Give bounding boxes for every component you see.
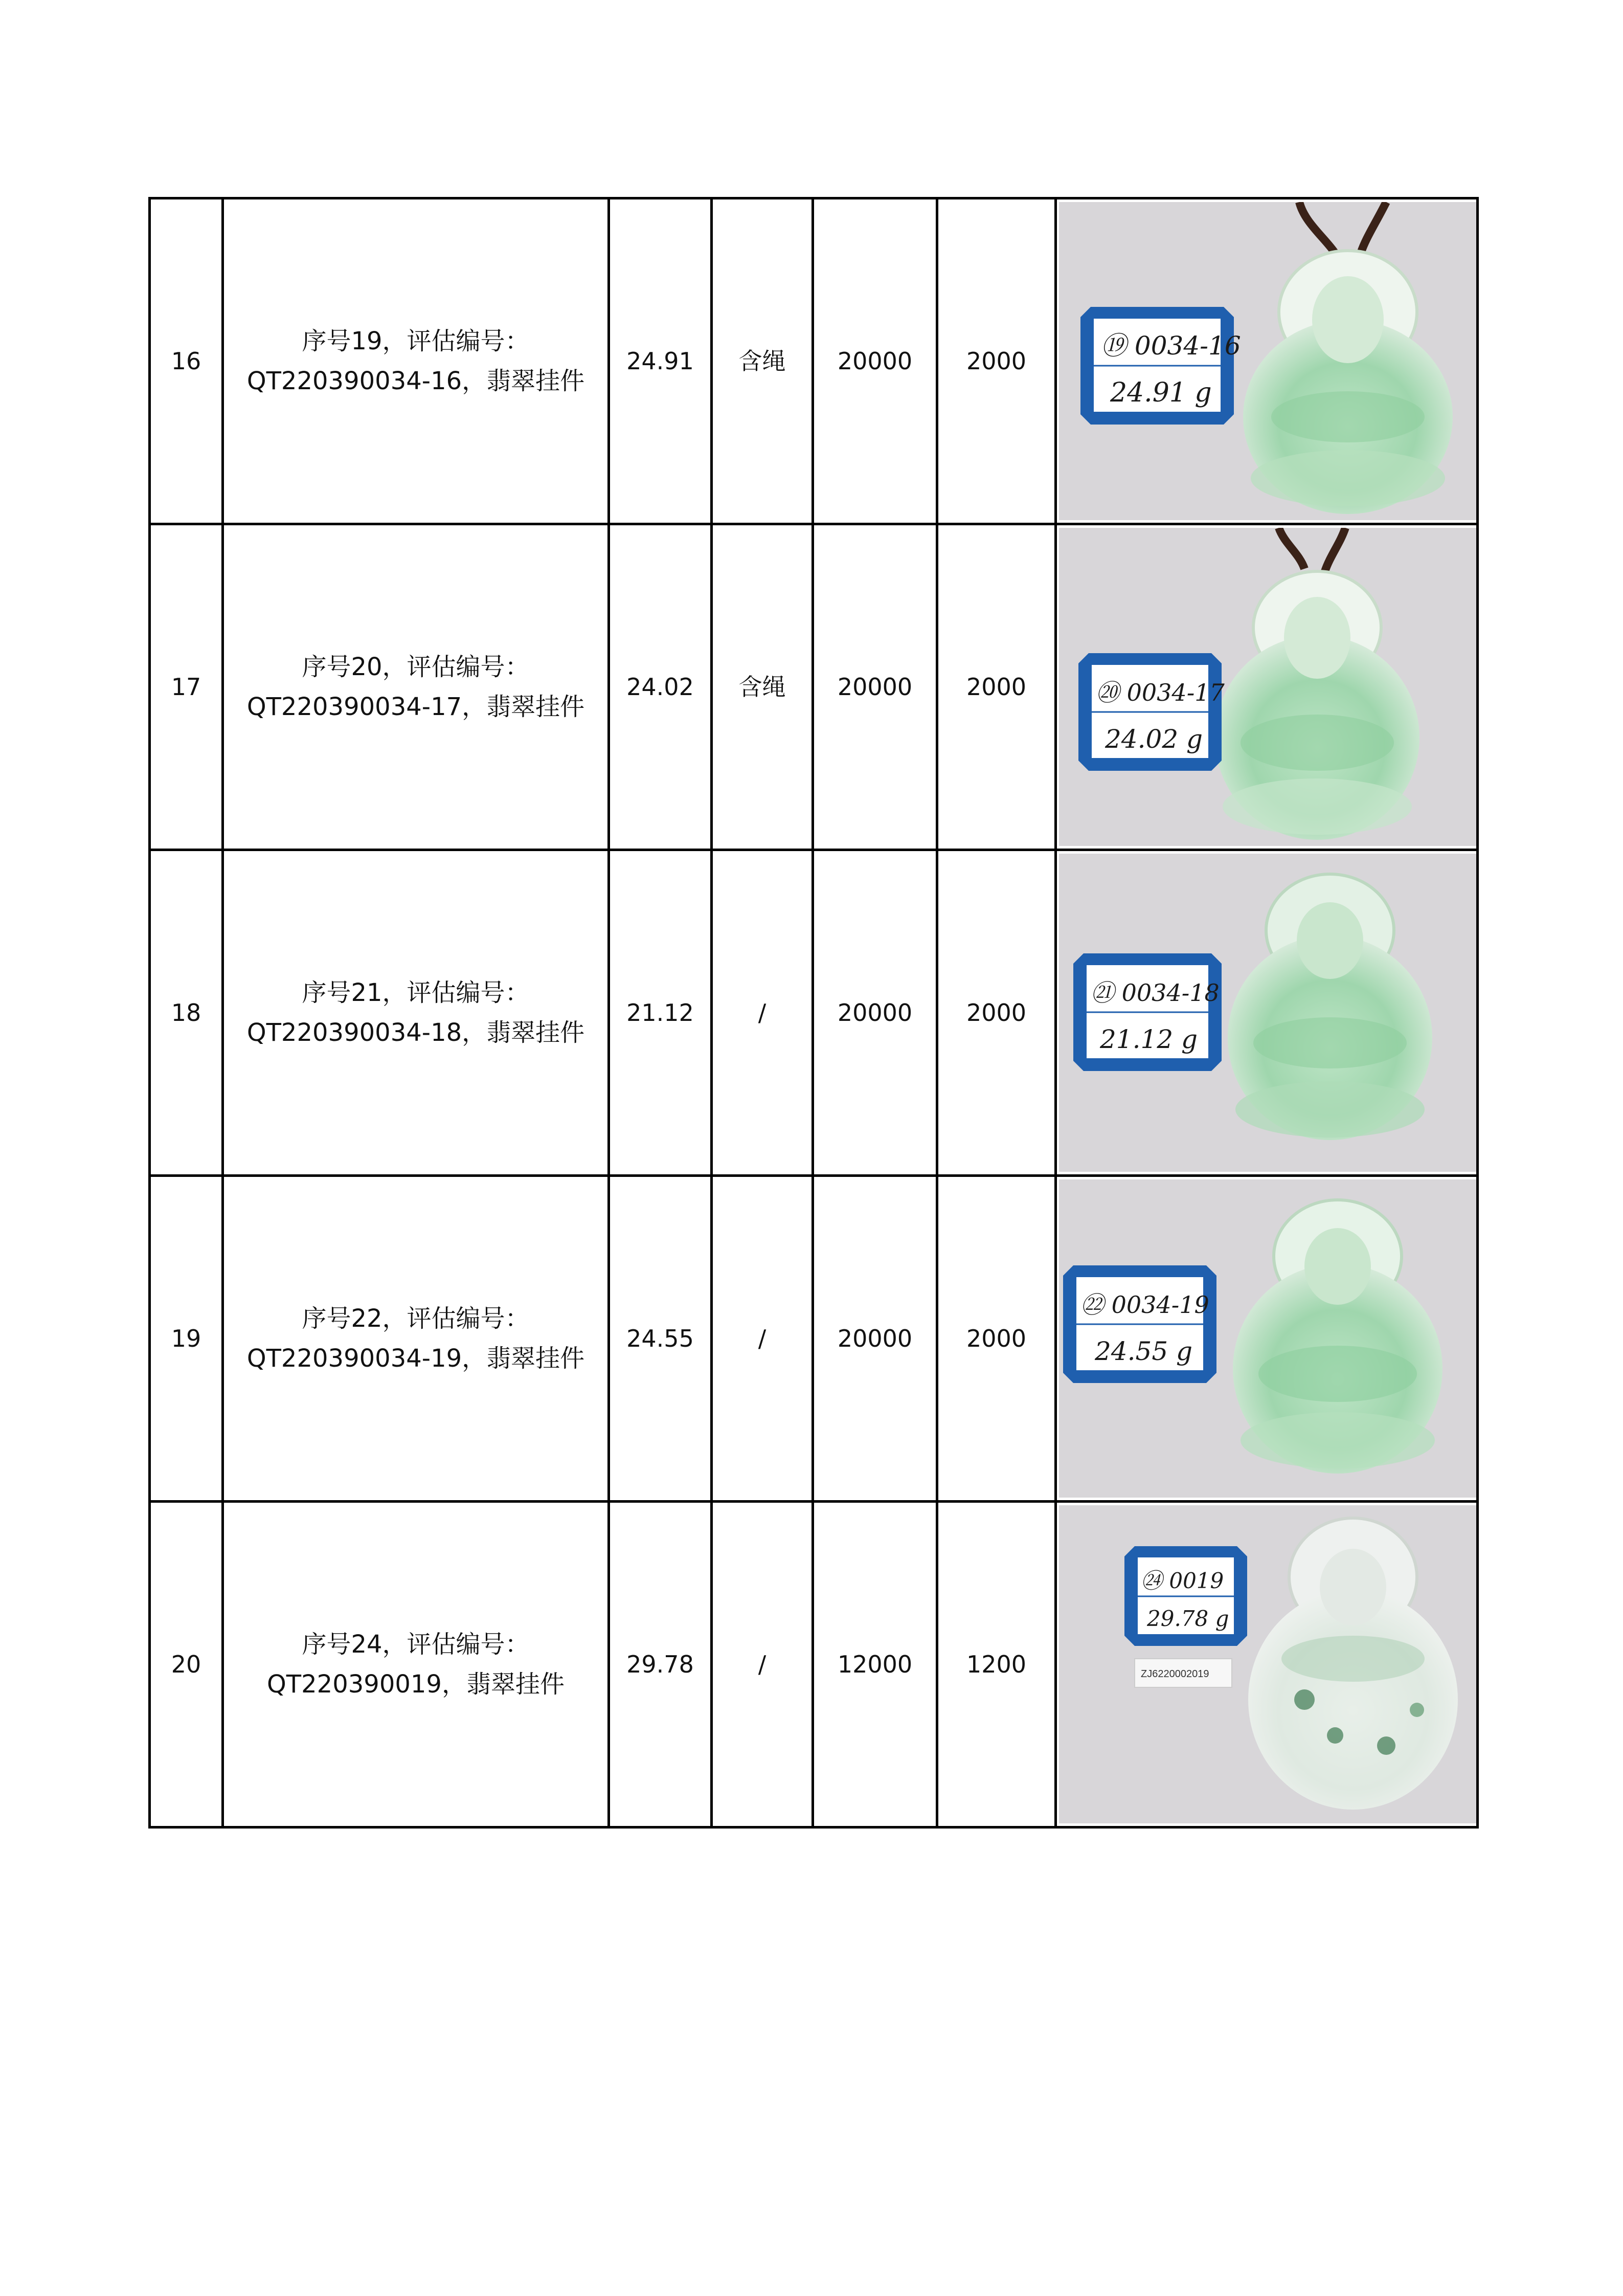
jade-pendant-photo [1059,1505,1476,1823]
item-description [223,524,609,850]
row-index: 20 [150,1502,223,1827]
item-photo-cell [1056,198,1478,524]
tag-number: ㉒ 0034-19 [1080,1291,1209,1319]
sticker-label [1135,1659,1232,1687]
tag-number: ⑳ 0034-17 [1096,679,1225,706]
tag-weight: 29.78 g [1147,1606,1229,1631]
item-photo-cell [1056,1176,1478,1502]
value-cell-2: 1200 [937,1502,1056,1827]
tag-number: ㉔ 0019 [1141,1568,1224,1593]
jade-pendant-photo [1059,854,1476,1172]
item-description [223,1176,609,1502]
row-index: 17 [150,524,223,850]
table-row [150,198,1478,524]
price-tag [1063,1265,1216,1383]
tag-weight: 21.12 g [1100,1024,1198,1054]
description-line-1: 序号20，评估编号： [302,653,530,681]
description-line-2: QT220390034-16，翡翠挂件 [246,367,585,395]
note-cell: 含绳 [712,198,813,524]
value-cell: 20000 [813,524,937,850]
value-cell-2: 2000 [937,198,1056,524]
sticker-code: ZJ6220002019 [1141,1668,1209,1680]
price-tag [1078,653,1225,771]
tag-weight: 24.55 g [1095,1336,1193,1366]
jade-pendant-photo [1059,528,1476,846]
tag-number: ⑲ 0034-16 [1101,331,1241,361]
description-line-2: QT220390034-19，翡翠挂件 [246,1344,585,1373]
tag-weight: 24.91 g [1110,377,1212,408]
item-description [223,850,609,1176]
description-line-2: QT220390019，翡翠挂件 [267,1670,565,1699]
value-cell-2: 2000 [937,1176,1056,1502]
item-photo-cell [1056,524,1478,850]
description-line-1: 序号22，评估编号： [302,1304,530,1333]
row-index: 18 [150,850,223,1176]
table-row [150,524,1478,850]
value-cell: 12000 [813,1502,937,1827]
item-table [148,197,1479,1829]
note-cell: / [712,850,813,1176]
value-cell-2: 2000 [937,524,1056,850]
price-tag [1124,1546,1247,1646]
value-cell: 20000 [813,1176,937,1502]
value-cell: 20000 [813,850,937,1176]
weight-cell: 24.91 [609,198,712,524]
weight-cell: 29.78 [609,1502,712,1827]
note-cell: / [712,1176,813,1502]
description-line-1: 序号21，评估编号： [302,978,530,1007]
item-description [223,198,609,524]
row-index: 16 [150,198,223,524]
note-cell: / [712,1502,813,1827]
note-cell: 含绳 [712,524,813,850]
table-row [150,1502,1478,1827]
item-photo-cell [1056,850,1478,1176]
item-description [223,1502,609,1827]
row-index: 19 [150,1176,223,1502]
price-tag [1080,307,1241,425]
tag-number: ㉑ 0034-18 [1091,979,1220,1007]
weight-cell: 24.02 [609,524,712,850]
value-cell: 20000 [813,198,937,524]
item-photo-cell [1056,1502,1478,1827]
weight-cell: 21.12 [609,850,712,1176]
description-line-2: QT220390034-18，翡翠挂件 [246,1018,585,1047]
value-cell-2: 2000 [937,850,1056,1176]
jade-pendant-photo [1059,202,1476,520]
table-row [150,850,1478,1176]
description-line-1: 序号19，评估编号： [302,327,530,355]
price-tag [1073,953,1222,1071]
tag-weight: 24.02 g [1105,724,1203,754]
description-line-2: QT220390034-17，翡翠挂件 [246,693,585,721]
jade-pendant-photo [1059,1179,1476,1498]
weight-cell: 24.55 [609,1176,712,1502]
description-line-1: 序号24，评估编号： [302,1630,530,1659]
table-row [150,1176,1478,1502]
